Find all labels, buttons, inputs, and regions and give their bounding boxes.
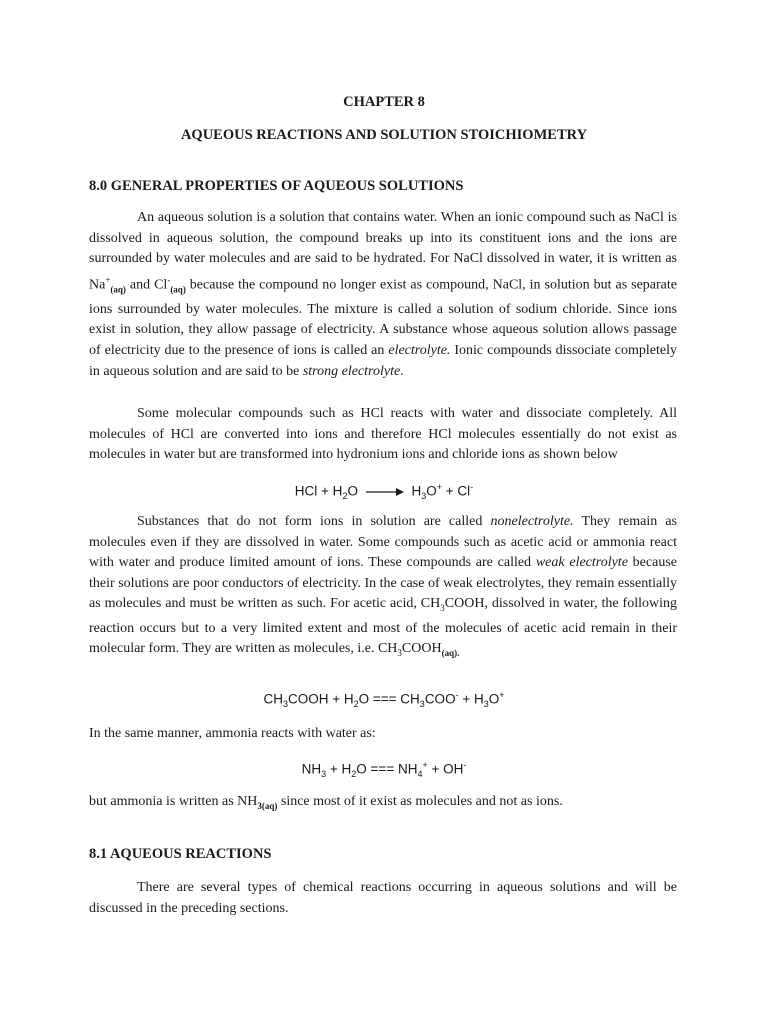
equation-ammonia: $NH_3 + H_2O$ === $NH_4^+ + OH^-$ [301,760,467,780]
chapter-label: CHAPTER 8 [343,94,425,110]
term-strong-electrolyte: strong electrolyte [302,363,401,379]
section-heading-8-1: 8.1 AQUEOUS REACTIONS [89,846,272,862]
term-weak-electrolyte: weak electrolyte [535,555,628,571]
equation-hcl: HCl + $H_2O$ $H_3O^+ + Cl^-$ [294,482,474,502]
paragraph-reactions: There are several types of chemical reactions occurring in aqueous solutions and will be discussed in the preceding sections. [89,880,677,916]
term-electrolyte: electrolyte. [388,343,451,359]
chapter-title: AQUEOUS REACTIONS AND SOLUTION STOICHIOMETRY [180,127,588,143]
reaction-arrow-icon [366,487,404,497]
paragraph-hcl: Some molecular compounds such as HCl reacts with water and dissociate completely. All molecules of HCl are converted into ions and therefore HCl molecules essentially do not exist as molecules in water but are transformed into hydronium ions and chloride ions as shown below [89,406,677,463]
equation-acetic-acid: $CH_3COOH + H_2O$ === $CH_3COO^- + H_3O^+$ [263,690,505,710]
term-nonelectrolyte: nonelectrolyte. [490,514,574,529]
paragraph-nonelectrolyte: Substances that do not form ions in solution are called nonelectrolyte. They remain as molecules even if they are dissolved in water. Some compounds such as acetic acid or ammonia react with water and produce limited amount of ions. These compounds are called weak electrolyte because their solutions are poor conductors of electricity. In the case of weak electrolytes, they remain essentially as molecules and must be written as such. For acetic acid, $CH_3COOH$, dissolved in water, the following reaction occurs but to a very limited extent and most of the molecules of acetic acid remain in their molecular form. They are written as molecules, i.e. $CH_3COOH_{(aq).}$ [89,514,678,659]
paragraph-aqueous-solution: An aqueous solution is a solution that contains water. When an ionic compound such as NaCl is dissolved in aqueous solution, the compound breaks up into its constituent ions and the ions are surrounded by water molecules and are said to be hydrated. For NaCl dissolved in water, it is written as $Na^+_{(aq)}$ and $Cl^-_{(aq)}$ because the compound no longer exist as compound, NaCl, in solution but as separate ions surrounded by water molecules. The mixture is called a solution of sodium chloride. Since ions exist in solution, they allow passage of electricity. A substance whose aqueous solution allows passage of electricity due to the presence of ions is called an electrolyte. Ionic compounds dissociate completely in aqueous solution and are said to be strong electrolyte. [89,210,677,379]
paragraph-ammonia-intro: In the same manner, ammonia reacts with water as: [89,726,376,741]
paragraph-ammonia-note: but ammonia is written as $NH_{3(aq)}$ since most of it exist as molecules and not as ions. [89,794,563,811]
section-heading-8-0: 8.0 GENERAL PROPERTIES OF AQUEOUS SOLUTIONS [89,178,464,194]
